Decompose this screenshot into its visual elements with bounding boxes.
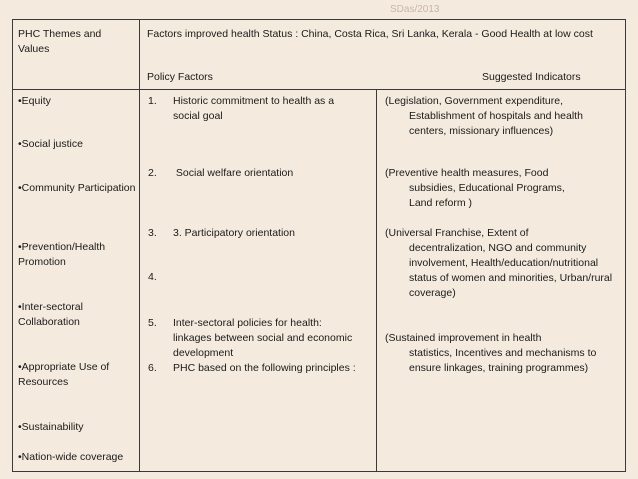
indicator-continuation: Establishment of hospitals and health centers, missionary influences) (409, 110, 583, 137)
theme-social-justice: •Social justice (18, 138, 83, 150)
indicator-first-line: (Universal Franchise, Extent of (385, 227, 529, 239)
theme-community-participation: •Community Participation (18, 182, 136, 194)
indicator-item-2 (385, 166, 620, 211)
column-divider-1 (139, 19, 140, 472)
theme-inter-sectoral: •Inter-sectoral Collaboration (18, 301, 83, 328)
policy-text: 3. Participatory orientation (173, 227, 295, 239)
policy-item-5 (148, 316, 372, 361)
indicator-continuation: decentralization, NGO and community involvement, Health/education/nutritional status of women and minorities, Urban/rural coverage) (409, 242, 613, 299)
policy-item-3 (148, 226, 372, 241)
indicator-continuation: statistics, Incentives and mechanisms to ensure linkages, training programmes) (409, 347, 597, 374)
table-header-divider (12, 89, 626, 90)
indicator-item-1 (385, 94, 620, 139)
theme-equity: •Equity (18, 95, 51, 107)
table-border-right (625, 19, 626, 472)
policy-number: 1. (148, 95, 157, 107)
policy-item-1 (148, 94, 372, 124)
header-factors: Factors improved health Status : China, Costa Rica, Sri Lanka, Kerala - Good Health at low cost (147, 28, 593, 40)
policy-number: 4. (148, 271, 157, 283)
table-border-top (12, 19, 626, 20)
theme-nationwide-coverage: •Nation-wide coverage (18, 451, 124, 463)
watermark: SDas/2013 (390, 4, 440, 15)
indicator-item-4 (385, 331, 620, 376)
policy-item-6 (148, 361, 372, 376)
policy-text: Social welfare orientation (173, 167, 294, 179)
indicator-first-line: (Sustained improvement in health (385, 332, 542, 344)
indicator-first-line: (Legislation, Government expenditure, (385, 95, 564, 107)
policy-text: Historic commitment to health as a social goal (173, 95, 335, 122)
theme-resources: •Appropriate Use of Resources (18, 361, 110, 388)
policy-text: Inter-sectoral policies for health: linkages between social and economic development (173, 317, 353, 359)
policy-number: 6. (148, 362, 157, 374)
table-border-left (12, 19, 13, 472)
policy-item-2 (148, 166, 372, 181)
indicator-continuation: subsidies, Educational Programs, Land reform ) (409, 182, 565, 209)
header-suggested-indicators: Suggested Indicators (482, 71, 581, 83)
policy-text: PHC based on the following principles : (173, 362, 356, 374)
policy-number: 5. (148, 317, 157, 329)
policy-number: 2. (148, 167, 157, 179)
theme-sustainability: •Sustainability (18, 421, 84, 433)
policy-number: 3. (148, 227, 157, 239)
theme-prevention: •Prevention/Health Promotion (18, 241, 106, 268)
header-themes: PHC Themes and Values (18, 28, 102, 55)
column-divider-2 (376, 89, 377, 472)
header-policy-factors: Policy Factors (147, 71, 213, 83)
indicator-item-3 (385, 226, 620, 301)
indicator-first-line: (Preventive health measures, Food (385, 167, 549, 179)
table-border-bottom (12, 471, 626, 472)
